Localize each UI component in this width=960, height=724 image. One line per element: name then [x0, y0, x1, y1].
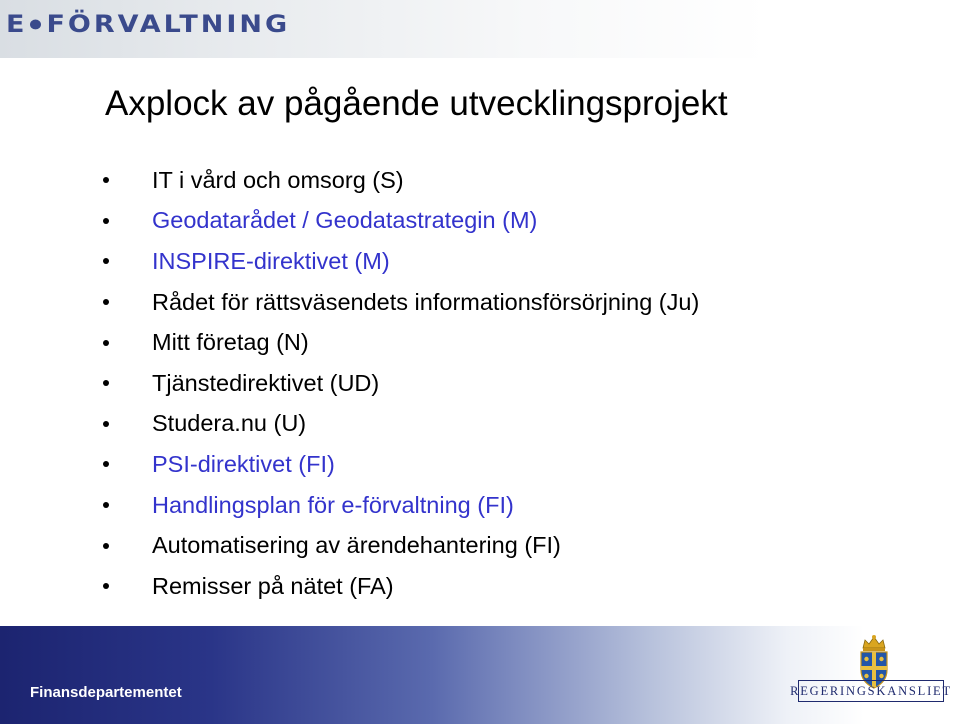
- bullet-item: [103, 566, 699, 607]
- bullet-dot-icon: [103, 461, 109, 467]
- bullet-item: [103, 444, 699, 485]
- bullet-item: [103, 525, 699, 566]
- bullet-item: [103, 282, 699, 323]
- slide-title: Axplock av pågående utvecklingsprojekt: [105, 84, 728, 123]
- bullet-text: Geodatarådet / Geodatastrategin (M): [152, 207, 538, 234]
- bullet-text: Remisser på nätet (FA): [152, 572, 394, 599]
- bullet-dot-icon: [103, 299, 109, 305]
- bullet-dot-icon: [103, 583, 109, 589]
- logo-letter-e: E: [6, 10, 28, 38]
- bullet-dot-icon: [103, 502, 109, 508]
- bullet-list: [103, 160, 699, 607]
- bullet-dot-icon: [103, 421, 109, 427]
- bullet-item: [103, 363, 699, 404]
- bullet-text: Rådet för rättsväsendets informationsförsörjning (Ju): [152, 288, 700, 315]
- eforvaltning-logo: [6, 10, 366, 39]
- bullet-text: Automatisering av ärendehantering (FI): [152, 532, 561, 559]
- bullet-dot-icon: [103, 543, 109, 549]
- bullet-text: IT i vård och omsorg (S): [152, 166, 404, 193]
- bullet-text: Tjänstedirektivet (UD): [152, 369, 380, 396]
- bullet-dot-icon: [103, 177, 109, 183]
- footer-band: [0, 626, 960, 724]
- bullet-dot-icon: [103, 258, 109, 264]
- bullet-dot-icon: [103, 218, 109, 224]
- bullet-item: [103, 404, 699, 445]
- bullet-item: [103, 241, 699, 282]
- bullet-text: PSI-direktivet (FI): [152, 450, 335, 477]
- bullet-text: Studera.nu (U): [152, 410, 307, 437]
- logo-word: FÖRVALTNING: [46, 10, 291, 38]
- bullet-text: Mitt företag (N): [152, 329, 309, 356]
- logo-dot-icon: [30, 19, 41, 29]
- bullet-text: INSPIRE-direktivet (M): [152, 247, 390, 274]
- bullet-item: [103, 322, 699, 363]
- bullet-item: [103, 160, 699, 201]
- bullet-item: [103, 485, 699, 526]
- bullet-dot-icon: [103, 380, 109, 386]
- bullet-dot-icon: [103, 340, 109, 346]
- regeringskansliet-logo: REGERINGSKANSLIET: [798, 680, 944, 702]
- bullet-text: Handlingsplan för e-förvaltning (FI): [152, 491, 514, 518]
- department-name: Finansdepartementet: [30, 684, 182, 701]
- bullet-item: [103, 201, 699, 242]
